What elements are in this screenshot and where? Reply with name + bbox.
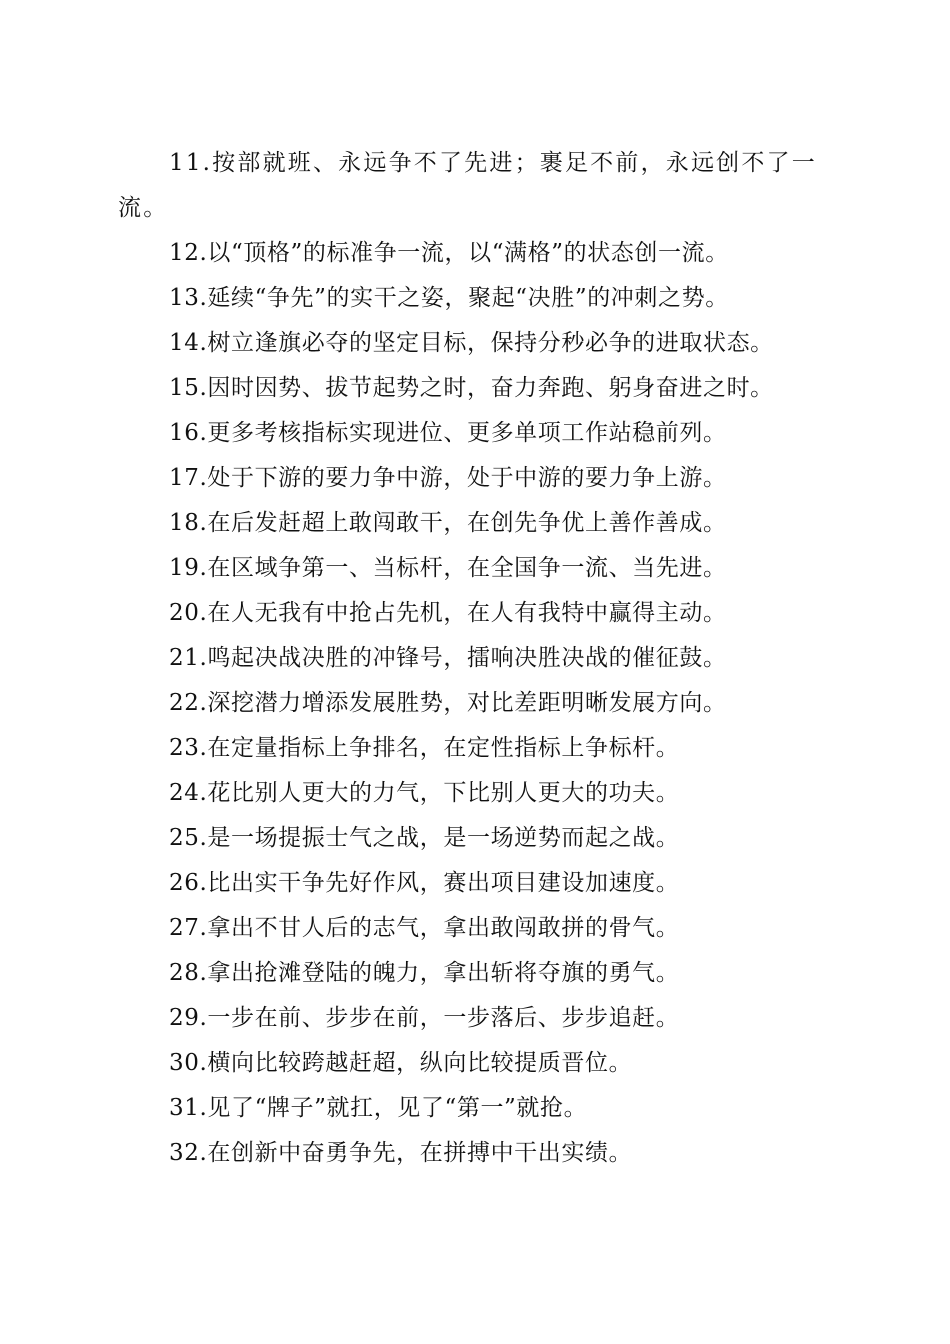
list-item: 19.在区域争第一、当标杆，在全国争一流、当先进。 [169, 555, 727, 581]
list-item: 24.花比别人更大的力气，下比别人更大的功夫。 [169, 780, 680, 806]
list-item: 20.在人无我有中抢占先机，在人有我特中赢得主动。 [169, 600, 727, 626]
list-item: 32.在创新中奋勇争先，在拼搏中干出实绩。 [169, 1140, 633, 1166]
list-item: 11.按部就班、永远争不了先进；裹足不前，永远创不了一流。 [118, 150, 817, 221]
list-item: 25.是一场提振士气之战，是一场逆势而起之战。 [169, 825, 680, 851]
list-item: 12.以“顶格”的标准争一流，以“满格”的状态创一流。 [169, 240, 729, 266]
list-item: 22.深挖潜力增添发展胜势，对比差距明晰发展方向。 [169, 690, 727, 716]
list-item: 15.因时因势、拔节起势之时，奋力奔跑、躬身奋进之时。 [169, 375, 774, 401]
list-item: 14.树立逢旗必夺的坚定目标，保持分秒必争的进取状态。 [169, 330, 774, 356]
list-item: 29.一步在前、步步在前，一步落后、步步追赶。 [169, 1005, 680, 1031]
list-item: 17.处于下游的要力争中游，处于中游的要力争上游。 [169, 465, 727, 491]
list-item: 30.横向比较跨越赶超，纵向比较提质晋位。 [169, 1050, 633, 1076]
list-item: 21.鸣起决战决胜的冲锋号，擂响决胜决战的催征鼓。 [169, 645, 727, 671]
list-item: 16.更多考核指标实现进位、更多单项工作站稳前列。 [169, 420, 727, 446]
list-item: 27.拿出不甘人后的志气，拿出敢闯敢拼的骨气。 [169, 915, 680, 941]
slogan-list [118, 141, 828, 1176]
list-item: 31.见了“牌子”就扛，见了“第一”就抢。 [169, 1095, 588, 1121]
list-item: 26.比出实干争先好作风，赛出项目建设加速度。 [169, 870, 680, 896]
list-item: 28.拿出抢滩登陆的魄力，拿出斩将夺旗的勇气。 [169, 960, 680, 986]
list-item: 13.延续“争先”的实干之姿，聚起“决胜”的冲刺之势。 [169, 285, 729, 311]
list-item: 18.在后发赶超上敢闯敢干，在创先争优上善作善成。 [169, 510, 727, 536]
list-item: 23.在定量指标上争排名，在定性指标上争标杆。 [169, 735, 680, 761]
